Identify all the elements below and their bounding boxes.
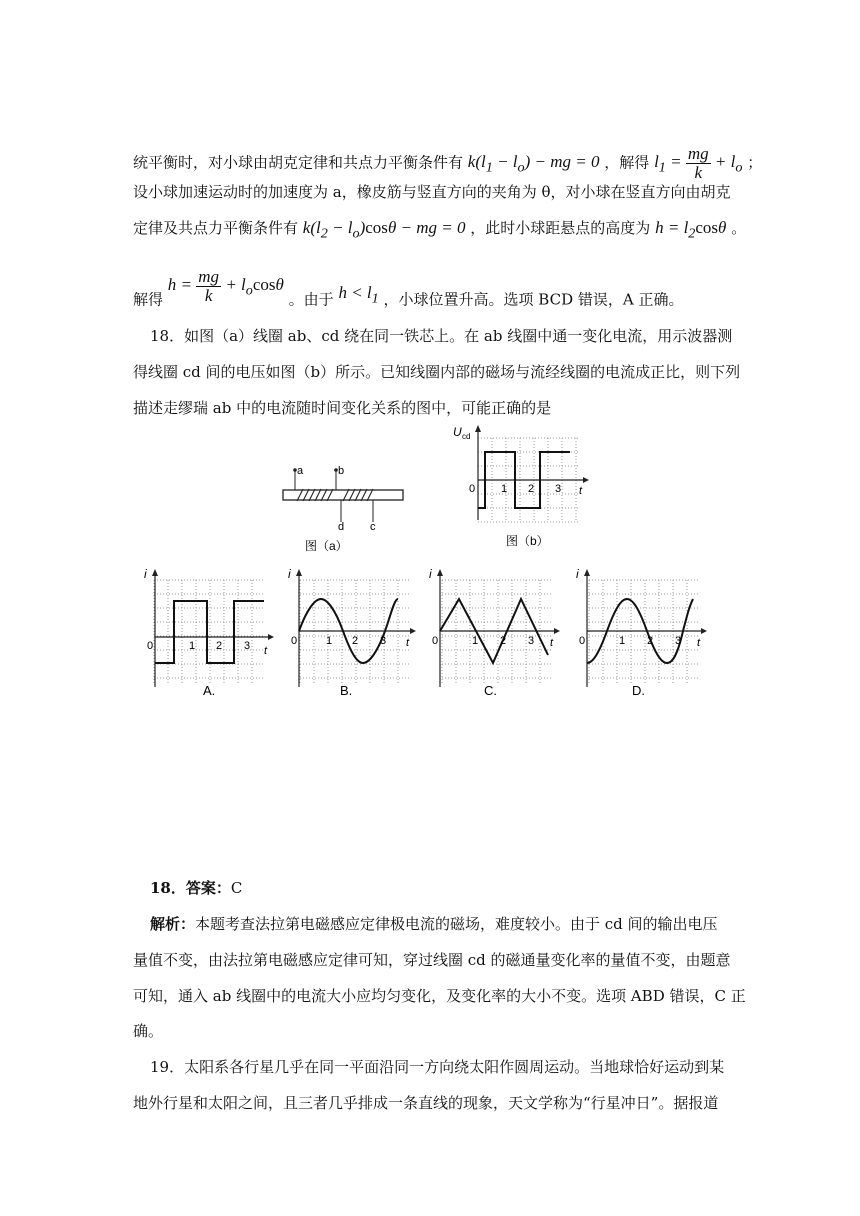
option-a-graph bbox=[140, 562, 285, 702]
text-span: 定律及共点力平衡条件有 bbox=[133, 219, 299, 237]
grid bbox=[442, 580, 552, 685]
tick-3: 3 bbox=[244, 640, 251, 652]
analysis-line-1 bbox=[150, 914, 718, 934]
figure-b-voltage-graph bbox=[448, 420, 598, 555]
option-c-graph bbox=[428, 562, 573, 702]
option-d-graph bbox=[575, 562, 720, 702]
tick-1: 1 bbox=[501, 483, 508, 495]
caption-option-b: B. bbox=[340, 683, 353, 698]
figure-a-coil-diagram bbox=[265, 425, 420, 555]
y-label: U bbox=[453, 425, 462, 439]
text-span: 解得 bbox=[133, 290, 164, 309]
tick-1: 1 bbox=[472, 635, 479, 647]
paragraph-line-3 bbox=[133, 218, 746, 243]
text-span: 。 bbox=[731, 219, 747, 237]
tick-2: 2 bbox=[500, 635, 507, 647]
x-label: t bbox=[550, 637, 554, 649]
question-19-line-1: 19．太阳系各行星几乎在同一平面沿同一方向绕太阳作圆周运动。当地球恰好运动到某 bbox=[150, 1058, 725, 1076]
text-span: ，小球位置升高。选项 BCD 错误，A 正确。 bbox=[383, 290, 684, 309]
analysis-line-3: 可知，通入 ab 线圈中的电流大小应均匀变化，及变化率的大小不变。选项 ABD 错误，C 正 bbox=[133, 987, 746, 1005]
answer-18-line bbox=[150, 878, 242, 898]
equation-vertical-balance: $k(l_2 - l_o)\cos\theta$ − mg = 0 bbox=[302, 218, 466, 242]
equation-h-solution: h = $\frac{mg}{k}$ + $l_o\cos\theta$ bbox=[167, 267, 284, 305]
question-18-line-1: 18．如图（a）线圈 ab、cd 绕在同一铁芯上。在 ab 线圈中通一变化电流，用示波器测 bbox=[150, 327, 733, 345]
label-c: c bbox=[370, 521, 376, 533]
y-label: i bbox=[144, 567, 147, 581]
question-18-line-3: 描述走缪瑞 ab 中的电流随时间变化关系的图中，可能正确的是 bbox=[133, 399, 552, 417]
tick-0: 0 bbox=[147, 640, 154, 652]
paragraph-line-1 bbox=[133, 145, 762, 182]
caption-option-c: C. bbox=[484, 683, 497, 698]
x-label: t bbox=[264, 645, 268, 657]
tick-2: 2 bbox=[216, 640, 223, 652]
tick-3: 3 bbox=[555, 483, 562, 495]
tick-1: 1 bbox=[189, 640, 196, 652]
text-span: 统平衡时，对小球由胡克定律和共点力平衡条件有 bbox=[133, 153, 464, 172]
tick-1: 1 bbox=[619, 635, 626, 647]
y-label: i bbox=[576, 567, 579, 581]
y-label: i bbox=[429, 567, 432, 581]
tick-3: 3 bbox=[675, 635, 682, 647]
paragraph-line-4 bbox=[133, 267, 684, 319]
caption-option-a: A. bbox=[203, 683, 216, 698]
analysis-line-2: 量值不变，由法拉第电磁感应定律可知，穿过线圈 cd 的磁通量变化率的量值不变，由题意 bbox=[133, 951, 731, 969]
text-span: ，此时小球距悬点的高度为 bbox=[470, 219, 651, 237]
x-label: t bbox=[697, 637, 701, 649]
tick-0: 0 bbox=[469, 483, 476, 495]
equation-inequality: $h < l_1$ bbox=[338, 283, 379, 307]
coil-ab-windings bbox=[297, 489, 333, 501]
tick-1: 1 bbox=[326, 635, 333, 647]
label-a: a bbox=[297, 465, 304, 477]
label-d: d bbox=[338, 521, 345, 533]
analysis-line-4: 确。 bbox=[133, 1022, 164, 1040]
text-span: ，解得 bbox=[604, 153, 650, 172]
y-label: i bbox=[288, 567, 291, 581]
tick-3: 3 bbox=[380, 635, 387, 647]
caption-option-d: D. bbox=[632, 683, 645, 698]
tick-0: 0 bbox=[579, 635, 586, 647]
y-label-subscript: cd bbox=[462, 432, 471, 441]
equation-hooke-balance: $k(l_1 - l_o)$ − mg = 0 bbox=[467, 152, 600, 176]
x-label: t bbox=[579, 485, 583, 497]
caption-fig-b: 图（b） bbox=[506, 534, 549, 548]
equation-height: $h = l_2\cos\theta$ bbox=[655, 218, 727, 242]
option-b-graph bbox=[286, 562, 426, 702]
answer-value: C bbox=[230, 879, 243, 897]
coil-cd-windings bbox=[343, 489, 373, 501]
grid bbox=[154, 580, 264, 685]
iron-core bbox=[283, 490, 403, 500]
label-b: b bbox=[338, 465, 345, 477]
caption-fig-a: 图（a） bbox=[305, 539, 348, 553]
tick-2: 2 bbox=[647, 635, 654, 647]
question-18-line-2: 得线圈 cd 间的电压如图（b）所示。已知线圈内部的磁场与流经线圈的电流成正比，则下列 bbox=[133, 363, 741, 381]
analysis-label: 解析： bbox=[150, 915, 196, 933]
tick-2: 2 bbox=[352, 635, 359, 647]
tick-2: 2 bbox=[528, 483, 535, 495]
text-span: 。由于 bbox=[288, 290, 334, 309]
x-label: t bbox=[406, 637, 410, 649]
question-19-line-2: 地外行星和太阳之间，且三者几乎排成一条直线的现象，天文学称为“行星冲日”。据报道 bbox=[133, 1094, 719, 1112]
grid bbox=[300, 580, 410, 685]
equation-l1-solution: $l_1$ = $\frac{mg}{k}$ + $l_o$ bbox=[654, 144, 743, 182]
paragraph-line-2: 设小球加速运动时的加速度为 a，橡皮筋与竖直方向的夹角为 θ，对小球在竖直方向由胡克 bbox=[133, 183, 731, 201]
answer-label: 18．答案： bbox=[150, 879, 231, 897]
text-span: 本题考查法拉第电磁感应定律极电流的磁场，难度较小。由于 cd 间的输出电压 bbox=[195, 915, 718, 933]
tick-3: 3 bbox=[528, 635, 535, 647]
tick-0: 0 bbox=[291, 635, 298, 647]
text-span: ； bbox=[747, 153, 763, 172]
tick-0: 0 bbox=[432, 635, 439, 647]
